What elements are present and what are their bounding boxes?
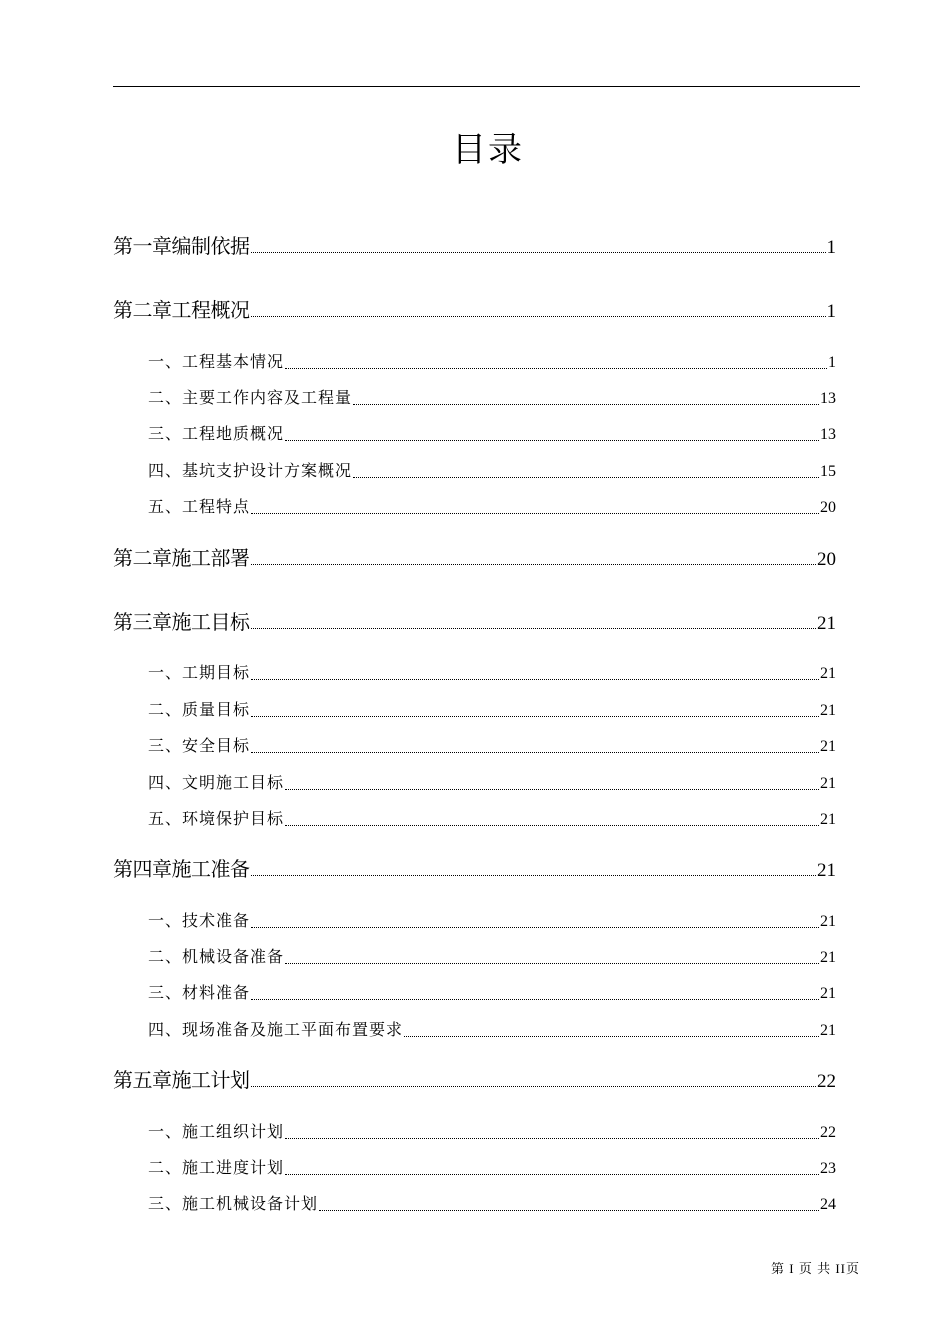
toc-entry-page-number: 21 <box>820 913 836 930</box>
dot-leader <box>404 1018 819 1042</box>
toc-entry-page-number: 21 <box>820 665 836 682</box>
toc-section-entry[interactable] <box>148 771 836 795</box>
toc-entry-page-number: 21 <box>820 702 836 719</box>
dot-leader <box>285 422 819 446</box>
dot-leader <box>251 909 819 933</box>
toc-title: 目录 <box>452 130 524 170</box>
dot-leader <box>285 771 819 795</box>
toc-section-entry[interactable] <box>148 350 836 374</box>
toc-entry-label: 一、工程基本情况 <box>148 352 285 371</box>
toc-section-entry[interactable] <box>148 422 836 446</box>
toc-entry-label: 第五章施工计划 <box>113 1068 250 1092</box>
dot-leader <box>353 386 819 410</box>
toc-entry-page-number: 21 <box>820 738 836 755</box>
toc-entry-label: 一、技术准备 <box>148 911 251 930</box>
dot-leader <box>251 608 817 636</box>
toc-entry-page-number: 23 <box>820 1160 836 1177</box>
dot-leader <box>251 232 826 260</box>
toc-section-entry[interactable] <box>148 734 836 758</box>
dot-leader <box>251 981 819 1005</box>
dot-leader <box>285 945 819 969</box>
toc-entry-label: 三、安全目标 <box>148 736 251 755</box>
toc-entry-page-number: 20 <box>817 549 836 570</box>
dot-leader <box>251 495 819 519</box>
dot-leader <box>285 807 819 831</box>
toc-section-entry[interactable] <box>148 945 836 969</box>
toc-section-entry[interactable] <box>148 1192 836 1216</box>
toc-section-entry[interactable] <box>148 459 836 483</box>
toc-entry-page-number: 21 <box>817 613 836 634</box>
toc-section-entry[interactable] <box>148 1156 836 1180</box>
toc-chapter-entry[interactable] <box>113 608 836 636</box>
toc-entry-label: 三、工程地质概况 <box>148 424 285 443</box>
toc-chapter-entry[interactable] <box>113 232 836 260</box>
toc-entry-page-number: 1 <box>826 237 836 258</box>
toc-entry-page-number: 21 <box>820 985 836 1002</box>
toc-entry-label: 一、工期目标 <box>148 663 251 682</box>
toc-entry-page-number: 13 <box>820 390 836 407</box>
toc-entry-page-number: 21 <box>820 775 836 792</box>
toc-entry-label: 三、施工机械设备计划 <box>148 1194 319 1213</box>
toc-entry-label: 第二章工程概况 <box>113 298 250 322</box>
toc-entry-page-number: 21 <box>820 811 836 828</box>
toc-section-entry[interactable] <box>148 981 836 1005</box>
toc-entry-label: 第一章编制依据 <box>113 234 250 258</box>
toc-section-entry[interactable] <box>148 495 836 519</box>
dot-leader <box>251 1066 817 1094</box>
toc-chapter-entry[interactable] <box>113 1066 836 1094</box>
toc-entry-label: 四、基坑支护设计方案概况 <box>148 461 353 480</box>
dot-leader <box>251 855 817 883</box>
toc-entry-page-number: 15 <box>820 463 836 480</box>
toc-entry-page-number: 20 <box>820 499 836 516</box>
toc-entry-label: 第二章施工部署 <box>113 546 250 570</box>
dot-leader <box>285 1156 819 1180</box>
toc-entry-label: 二、质量目标 <box>148 700 251 719</box>
toc-section-entry[interactable] <box>148 1018 836 1042</box>
toc-entry-page-number: 13 <box>820 426 836 443</box>
dot-leader <box>251 698 819 722</box>
toc-entry-page-number: 21 <box>817 860 836 881</box>
toc-entry-page-number: 22 <box>820 1124 836 1141</box>
dot-leader <box>251 734 819 758</box>
toc-section-entry[interactable] <box>148 1120 836 1144</box>
toc-entry-page-number: 24 <box>820 1196 836 1213</box>
page-footer: 第 I 页 共 II页 <box>771 1261 860 1276</box>
toc-entry-page-number: 22 <box>817 1071 836 1092</box>
toc-section-entry[interactable] <box>148 386 836 410</box>
toc-entry-label: 第四章施工准备 <box>113 857 250 881</box>
toc-entry-label: 五、环境保护目标 <box>148 809 285 828</box>
toc-entry-label: 二、机械设备准备 <box>148 947 285 966</box>
toc-section-entry[interactable] <box>148 807 836 831</box>
toc-entry-page-number: 21 <box>820 1022 836 1039</box>
dot-leader <box>251 296 826 324</box>
toc-entry-page-number: 1 <box>828 354 836 371</box>
toc-entry-page-number: 1 <box>826 301 836 322</box>
dot-leader <box>353 459 819 483</box>
toc-entry-label: 四、现场准备及施工平面布置要求 <box>148 1020 404 1039</box>
dot-leader <box>285 350 827 374</box>
toc-section-entry[interactable] <box>148 909 836 933</box>
toc-entry-label: 第三章施工目标 <box>113 610 250 634</box>
toc-chapter-entry[interactable] <box>113 544 836 572</box>
toc-section-entry[interactable] <box>148 698 836 722</box>
toc-chapter-entry[interactable] <box>113 855 836 883</box>
dot-leader <box>251 544 817 572</box>
toc-chapter-entry[interactable] <box>113 296 836 324</box>
dot-leader <box>251 661 819 685</box>
toc-entry-label: 二、主要工作内容及工程量 <box>148 388 353 407</box>
toc-entry-label: 五、工程特点 <box>148 497 251 516</box>
dot-leader <box>319 1192 819 1216</box>
toc-section-entry[interactable] <box>148 661 836 685</box>
toc-entry-label: 二、施工进度计划 <box>148 1158 285 1177</box>
dot-leader <box>285 1120 819 1144</box>
toc-entry-label: 四、文明施工目标 <box>148 773 285 792</box>
toc-entry-label: 一、施工组织计划 <box>148 1122 285 1141</box>
toc-entry-label: 三、材料准备 <box>148 983 251 1002</box>
toc-entry-page-number: 21 <box>820 949 836 966</box>
